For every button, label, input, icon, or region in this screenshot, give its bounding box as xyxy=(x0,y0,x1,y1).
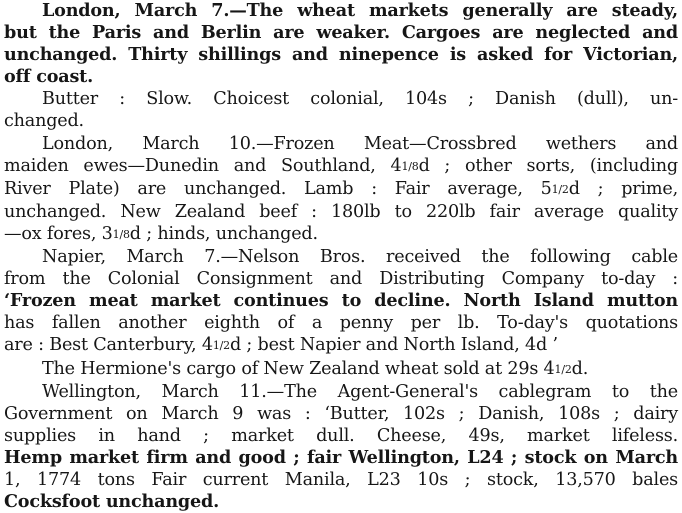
text-line: off coast. xyxy=(4,66,94,88)
text-line: supplies in hand ; market dull. Cheese, 49s, market lifeless. xyxy=(4,425,678,446)
paragraph-butter xyxy=(4,88,678,132)
text-line: ‘Frozen meat market continues to decline. North Island mutton xyxy=(4,290,678,312)
paragraph-hermione-cargo xyxy=(4,358,678,381)
fraction: 1/8 xyxy=(112,227,130,241)
fraction: 1/2 xyxy=(212,339,230,353)
fraction: 1/2 xyxy=(554,362,572,376)
text-line: Butter : Slow. Choicest colonial, 104s ; Danish (dull), un- xyxy=(42,89,678,110)
paragraph-frozen-meat xyxy=(4,133,678,246)
text-line: 1, 1774 tons Fair current Manila, L23 10s ; stock, 13,570 bales xyxy=(4,469,678,490)
text-line: Government on March 9 was : ‘Butter, 102s ; Danish, 108s ; dairy xyxy=(4,403,678,424)
text-line: unchanged. New Zealand beef : 180lb to 220lb fair average quality xyxy=(4,201,678,222)
text-line: Hemp market firm and good ; fair Wellington, L24 ; stock on March xyxy=(4,446,678,468)
text-line: Cocksfoot unchanged. xyxy=(4,491,220,513)
text-line: London, March 7.—The wheat markets generally are steady, xyxy=(42,0,678,21)
text-line: Wellington, March 11.—The Agent-General's cablegram to the xyxy=(42,381,678,402)
text-line: unchanged. Thirty shillings and ninepence is asked for Victorian, xyxy=(4,44,678,66)
fraction: 1/2 xyxy=(551,182,569,196)
text-line: maiden ewes—Dunedin and Southland, 41/8d ; other sorts, (including xyxy=(4,155,678,176)
text-line: River Plate) are unchanged. Lamb : Fair average, 51/2d ; prime, xyxy=(4,178,678,199)
text-line: are : Best Canterbury, 41/2d ; best Napier and North Island, 4d ’ xyxy=(4,335,558,356)
text-line: London, March 10.—Frozen Meat—Crossbred wethers and xyxy=(42,133,678,154)
text-line: changed. xyxy=(4,111,84,132)
text-line: from the Colonial Consignment and Distributing Company to-day : xyxy=(4,269,678,290)
text-line: but the Paris and Berlin are weaker. Cargoes are neglected and xyxy=(4,22,678,44)
paragraph-london-wheat xyxy=(4,0,678,88)
fraction: 1/8 xyxy=(401,159,419,173)
text-line: has fallen another eighth of a penny per lb. To-day's quotations xyxy=(4,313,678,334)
text-line: —ox fores, 31/8d ; hinds, unchanged. xyxy=(4,223,318,244)
text-line: Napier, March 7.—Nelson Bros. received the following cable xyxy=(42,247,678,268)
text-line: The Hermione's cargo of New Zealand wheat sold at 29s 41/2d. xyxy=(42,358,589,379)
paragraph-wellington-cablegram xyxy=(4,381,678,513)
paragraph-napier-cable xyxy=(4,246,678,357)
